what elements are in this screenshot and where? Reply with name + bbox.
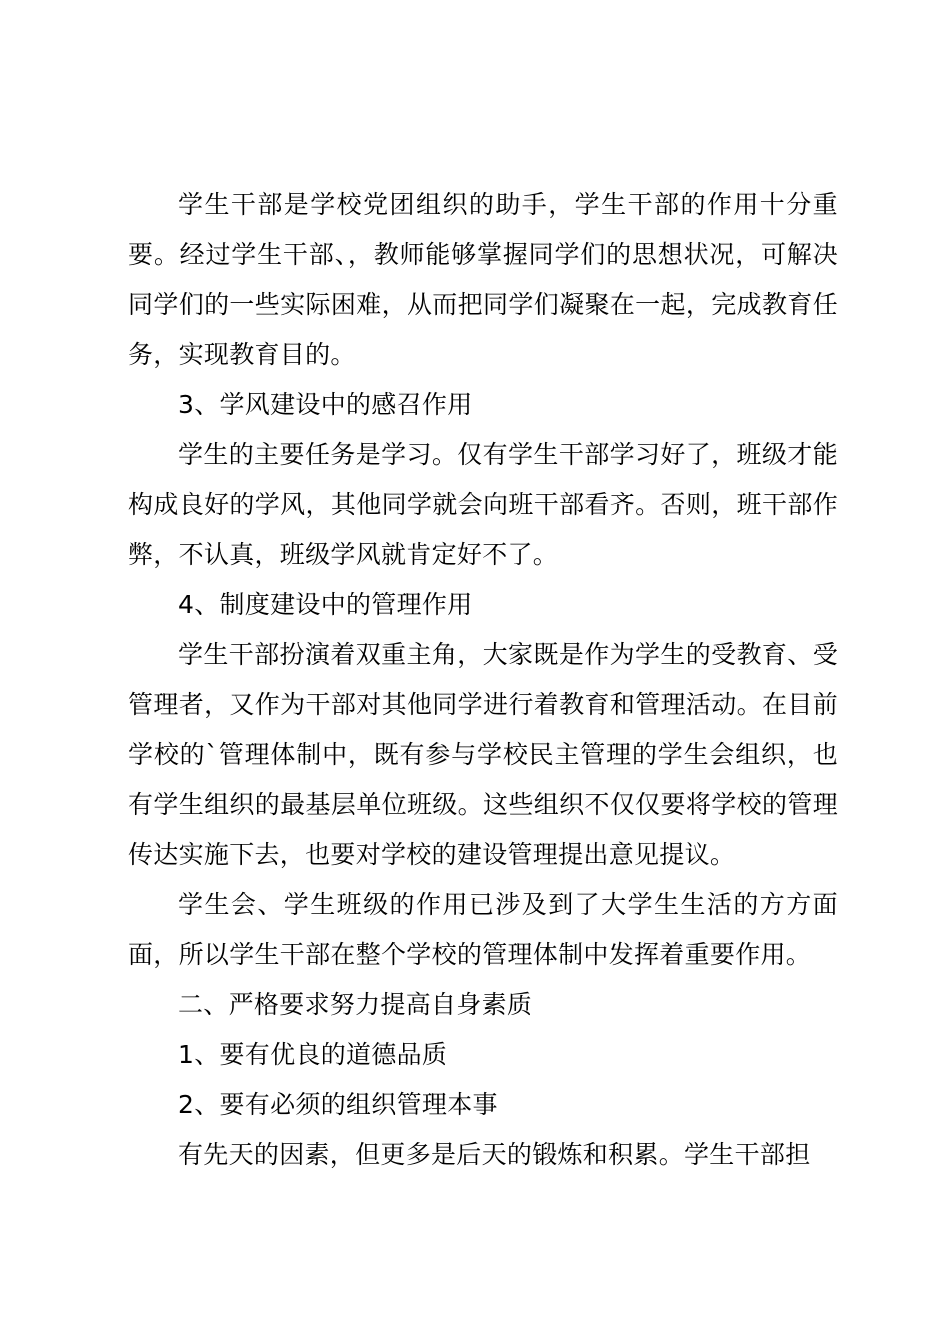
document-body — [128, 180, 838, 1180]
paragraph-student-union: 学生会、学生班级的作用已涉及到了大学生生活的方方面面，所以学生干部在整个学校的管理体制中发挥着重要作用。 — [128, 890, 838, 969]
heading-management-ability: 2、要有必须的组织管理本事 — [178, 1090, 498, 1119]
paragraph-dual-role: 学生干部扮演着双重主角，大家既是作为学生的受教育、受管理者，又作为干部对其他同学进行着教育和管理活动。在目前学校的`管理体制中，既有参与学校民主管理的学生会组织，也有学生组织的最基层单位班级。这些组织不仅仅要将学校的管理传达实施下去，也要对学校的建设管理提出意见提议。 — [128, 640, 838, 869]
heading-section-two: 二、严格要求努力提高自身素质 — [178, 990, 533, 1019]
heading-management-role: 4、制度建设中的管理作用 — [178, 590, 473, 619]
paragraph-study-style: 学生的主要任务是学习。仅有学生干部学习好了，班级才能构成良好的学风，其他同学就会向班干部看齐。否则，班干部作弊，不认真，班级学风就肯定好不了。 — [128, 440, 838, 569]
paragraph-training: 有先天的因素，但更多是后天的锻炼和积累。学生干部担 — [178, 1140, 811, 1169]
heading-moral-quality: 1、要有优良的道德品质 — [178, 1040, 448, 1069]
heading-study-style: 3、学风建设中的感召作用 — [178, 390, 473, 419]
paragraph-role-of-cadres: 学生干部是学校党团组织的助手，学生干部的作用十分重要。经过学生干部、，教师能够掌握同学们的思想状况，可解决同学们的一些实际困难，从而把同学们凝聚在一起，完成教育任务，实现教育目的。 — [128, 190, 838, 369]
